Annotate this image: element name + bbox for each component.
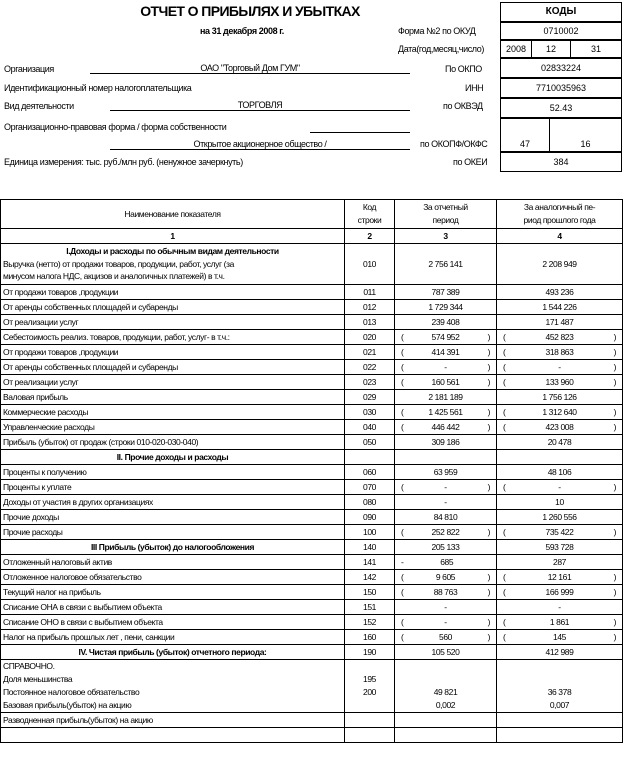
table-row <box>1 420 623 435</box>
row-080-code: 080 <box>345 495 395 510</box>
col-current-header: За отчетный период <box>395 200 497 229</box>
row-013-current: 239 408 <box>395 315 497 330</box>
okfs-value: 16 <box>549 118 622 152</box>
legal-form-label: Организационно-правовая форма / форма собственности <box>4 122 227 132</box>
row-012-current: 1 729 344 <box>395 300 497 315</box>
row-050-name: Прибыль (убыток) от продаж (строки 010-020-030-040) <box>1 435 345 450</box>
table-row <box>1 570 623 585</box>
org-value: ОАО "Торговый Дом ГУМ" <box>90 63 410 74</box>
section-3-row <box>1 540 623 555</box>
row-100-name: Прочие расходы <box>1 525 345 540</box>
table-row <box>1 300 623 315</box>
okved-value: 52.43 <box>500 98 622 118</box>
okpo-label: По ОКПО <box>445 64 482 74</box>
row-030-current: ( 1 425 561 ) <box>395 405 497 420</box>
row-060-name: Проценты к получению <box>1 465 345 480</box>
report-period: на 31 декабря 2008 г. <box>200 26 284 36</box>
reference-names: СПРАВОЧНО. Доля меньшинства Постоянное налоговое обязательство Базовая прибыль(убыток) на акцию <box>1 660 345 713</box>
row-090-code: 090 <box>345 510 395 525</box>
row-029-code: 029 <box>345 390 395 405</box>
table-row <box>1 465 623 480</box>
date-label: Дата(год,месяц,число) <box>398 44 484 54</box>
reference-codes: 195 200 <box>345 660 395 713</box>
table-row <box>1 330 623 345</box>
section-1-title: I.Доходы и расходы по обычным видам деятельности Выручка (нетто) от продажи товаров, продукции, работ, услуг (за минусом налога НДС, акцизов и аналогичных платежей) в т.ч. <box>1 244 345 285</box>
row-152-current: ( - ) <box>395 615 497 630</box>
row-060-current: 63 959 <box>395 465 497 480</box>
row-141-previous: 287 <box>497 555 623 570</box>
diluted-eps-previous <box>497 713 623 728</box>
row-023-current: ( 160 561 ) <box>395 375 497 390</box>
row-040-code: 040 <box>345 420 395 435</box>
row-080-name: Доходы от участия в других организациях <box>1 495 345 510</box>
row-080-previous: 10 <box>497 495 623 510</box>
date-day: 31 <box>570 40 622 58</box>
org-label: Организация <box>4 64 54 74</box>
row-029-name: Валовая прибыль <box>1 390 345 405</box>
row-100-current: ( 252 822 ) <box>395 525 497 540</box>
row-160-current: ( 560 ) <box>395 630 497 645</box>
table-row <box>1 525 623 540</box>
row-022-code: 022 <box>345 360 395 375</box>
okud-value: 0710002 <box>500 22 622 40</box>
row-050-previous: 20 478 <box>497 435 623 450</box>
row-040-current: ( 446 442 ) <box>395 420 497 435</box>
row-020-name: Себестоимость реализ. товаров, продукции, работ, услуг- в т.ч.: <box>1 330 345 345</box>
row-100-code: 100 <box>345 525 395 540</box>
col-num-3: 3 <box>395 229 497 244</box>
section-2-row-title: II. Прочие доходы и расходы <box>1 450 345 465</box>
row-090-previous: 1 260 556 <box>497 510 623 525</box>
row-021-code: 021 <box>345 345 395 360</box>
okved-label: по ОКВЭД <box>443 101 483 111</box>
row-029-previous: 1 756 126 <box>497 390 623 405</box>
row-012-code: 012 <box>345 300 395 315</box>
table-row <box>1 600 623 615</box>
empty-cell <box>345 728 395 743</box>
report-title: ОТЧЕТ О ПРИБЫЛЯХ И УБЫТКАХ <box>140 3 360 19</box>
row-160-name: Налог на прибыль прошлых лет , пени, санкции <box>1 630 345 645</box>
row-029-current: 2 181 189 <box>395 390 497 405</box>
section-4-row-code: 190 <box>345 645 395 660</box>
row-141-current: - 685 <box>395 555 497 570</box>
col-num-1: 1 <box>1 229 345 244</box>
row-011-previous: 493 236 <box>497 285 623 300</box>
section-3-row-previous: 593 728 <box>497 540 623 555</box>
legal-form-underline <box>310 121 410 133</box>
reference-block <box>1 660 623 713</box>
table-row <box>1 585 623 600</box>
table-row <box>1 510 623 525</box>
row-151-name: Списание ОНА в связи с выбытием объекта <box>1 600 345 615</box>
row-022-previous: ( - ) <box>497 360 623 375</box>
col-name-header: Наименование показателя <box>1 200 345 229</box>
row-142-current: ( 9 605 ) <box>395 570 497 585</box>
section-2-row-previous <box>497 450 623 465</box>
empty-cell <box>395 728 497 743</box>
table-row <box>1 480 623 495</box>
row-023-code: 023 <box>345 375 395 390</box>
codes-header: КОДЫ <box>500 2 622 22</box>
row-030-name: Коммерческие расходы <box>1 405 345 420</box>
table-row <box>1 285 623 300</box>
row-090-current: 84 810 <box>395 510 497 525</box>
row-070-current: ( - ) <box>395 480 497 495</box>
date-year: 2008 <box>500 40 532 58</box>
row-070-previous: ( - ) <box>497 480 623 495</box>
table-row <box>1 375 623 390</box>
table-header-row <box>1 200 623 229</box>
row-030-code: 030 <box>345 405 395 420</box>
row-012-name: От аренды собственных площадей и субаренды <box>1 300 345 315</box>
row-142-previous: ( 12 161 ) <box>497 570 623 585</box>
row-011-name: От продажи товаров ,продукции <box>1 285 345 300</box>
col-previous-header: За аналогичный пе- риод прошлого года <box>497 200 623 229</box>
row-022-name: От аренды собственных площадей и субаренды <box>1 360 345 375</box>
table-row <box>1 555 623 570</box>
row-090-name: Прочие доходы <box>1 510 345 525</box>
section-1-current: 2 756 141 <box>395 244 497 285</box>
income-statement-table <box>0 199 623 743</box>
row-050-code: 050 <box>345 435 395 450</box>
row-150-previous: ( 166 999 ) <box>497 585 623 600</box>
row-021-name: От продажи товаров ,продукции <box>1 345 345 360</box>
inn-label: ИНН <box>465 83 484 93</box>
section-1-previous: 2 208 949 <box>497 244 623 285</box>
row-151-current: - <box>395 600 497 615</box>
inn-label-left: Идентификационный номер налогоплательщика <box>4 83 192 93</box>
section-1-row <box>1 244 623 285</box>
row-160-code: 160 <box>345 630 395 645</box>
row-070-name: Проценты к уплате <box>1 480 345 495</box>
okei-value: 384 <box>500 152 622 172</box>
row-011-code: 011 <box>345 285 395 300</box>
row-141-name: Отложенный налоговый актив <box>1 555 345 570</box>
row-023-name: От реализации услуг <box>1 375 345 390</box>
row-013-code: 013 <box>345 315 395 330</box>
row-151-code: 151 <box>345 600 395 615</box>
row-012-previous: 1 544 226 <box>497 300 623 315</box>
legal-form-value: Открытое акционерное общество / <box>110 139 410 150</box>
row-142-code: 142 <box>345 570 395 585</box>
reference-current: 49 821 0,002 <box>395 660 497 713</box>
okopf-value: 47 <box>500 118 550 152</box>
row-152-previous: ( 1 861 ) <box>497 615 623 630</box>
row-020-previous: ( 452 823 ) <box>497 330 623 345</box>
diluted-eps-name: Разводненная прибыль(убыток) на акцию <box>1 713 345 728</box>
reference-previous: 36 378 0,007 <box>497 660 623 713</box>
row-013-name: От реализации услуг <box>1 315 345 330</box>
table-row <box>1 405 623 420</box>
unit-label: Единица измерения: тыс. руб./млн руб. (ненужное зачеркнуть) <box>4 157 243 167</box>
okei-label: по ОКЕИ <box>453 157 488 167</box>
row-150-current: ( 88 763 ) <box>395 585 497 600</box>
row-150-name: Текущий налог на прибыль <box>1 585 345 600</box>
section-1-code: 010 <box>345 244 395 285</box>
row-060-previous: 48 106 <box>497 465 623 480</box>
table-row <box>1 315 623 330</box>
row-100-previous: ( 735 422 ) <box>497 525 623 540</box>
col-code-header: Код строки <box>345 200 395 229</box>
row-020-code: 020 <box>345 330 395 345</box>
inn-value: 7710035963 <box>500 78 622 98</box>
col-num-4: 4 <box>497 229 623 244</box>
row-023-previous: ( 133 960 ) <box>497 375 623 390</box>
section-4-row-current: 105 520 <box>395 645 497 660</box>
row-030-previous: ( 1 312 640 ) <box>497 405 623 420</box>
diluted-eps-current <box>395 713 497 728</box>
date-month: 12 <box>531 40 571 58</box>
empty-cell <box>497 728 623 743</box>
table-row <box>1 390 623 405</box>
row-013-previous: 171 487 <box>497 315 623 330</box>
activity-label: Вид деятельности <box>4 101 74 111</box>
row-080-current: - <box>395 495 497 510</box>
section-4-row <box>1 645 623 660</box>
row-142-name: Отложенное налоговое обязательство <box>1 570 345 585</box>
row-021-previous: ( 318 863 ) <box>497 345 623 360</box>
col-num-2: 2 <box>345 229 395 244</box>
table-row <box>1 345 623 360</box>
row-022-current: ( - ) <box>395 360 497 375</box>
section-4-row-previous: 412 989 <box>497 645 623 660</box>
table-row <box>1 360 623 375</box>
diluted-eps-code <box>345 713 395 728</box>
row-070-code: 070 <box>345 480 395 495</box>
row-151-previous: - <box>497 600 623 615</box>
activity-value: ТОРГОВЛЯ <box>110 100 410 111</box>
empty-row <box>1 728 623 743</box>
diluted-eps-row <box>1 713 623 728</box>
okud-label: Форма №2 по ОКУД <box>398 26 476 36</box>
table-row <box>1 615 623 630</box>
row-040-name: Управленческие расходы <box>1 420 345 435</box>
table-row <box>1 435 623 450</box>
section-2-row-current <box>395 450 497 465</box>
row-150-code: 150 <box>345 585 395 600</box>
table-row <box>1 630 623 645</box>
row-160-previous: ( 145 ) <box>497 630 623 645</box>
section-2-row-code <box>345 450 395 465</box>
section-3-row-code: 140 <box>345 540 395 555</box>
row-040-previous: ( 423 008 ) <box>497 420 623 435</box>
column-numbers-row <box>1 229 623 244</box>
row-141-code: 141 <box>345 555 395 570</box>
row-011-current: 787 389 <box>395 285 497 300</box>
row-060-code: 060 <box>345 465 395 480</box>
section-2-row <box>1 450 623 465</box>
section-4-row-title: IV. Чистая прибыль (убыток) отчетного периода: <box>1 645 345 660</box>
table-row <box>1 495 623 510</box>
row-020-current: ( 574 952 ) <box>395 330 497 345</box>
empty-cell <box>1 728 345 743</box>
okopf-label: по ОКОПФ/ОКФС <box>420 139 488 149</box>
row-152-name: Списание ОНО в связи с выбытием объекта <box>1 615 345 630</box>
row-152-code: 152 <box>345 615 395 630</box>
section-3-row-title: III Прибыль (убыток) до налогообложения <box>1 540 345 555</box>
row-050-current: 309 186 <box>395 435 497 450</box>
section-3-row-current: 205 133 <box>395 540 497 555</box>
okpo-value: 02833224 <box>500 58 622 78</box>
row-021-current: ( 414 391 ) <box>395 345 497 360</box>
